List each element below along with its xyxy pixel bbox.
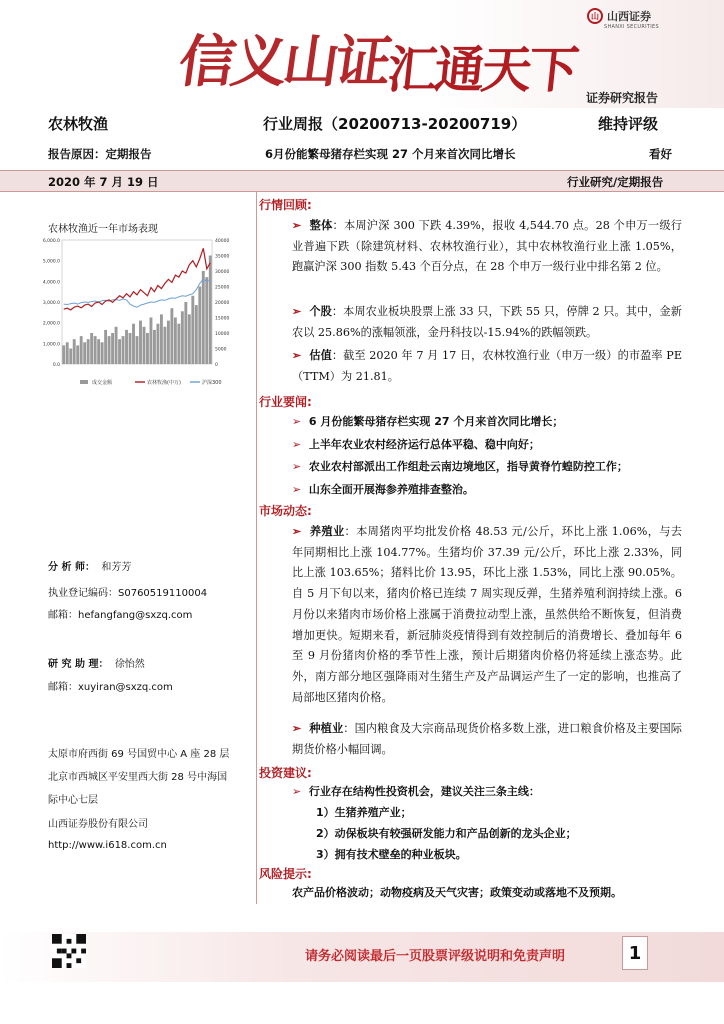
right-tick-label: 15000: [215, 316, 230, 322]
news-item: ➢ 6 月份能繁母猪存栏实现 27 个月来首次同比增长；: [292, 415, 564, 428]
report-reason: 报告原因：定期报告: [48, 147, 152, 161]
volume-bar: [104, 330, 107, 364]
page-number: 1: [622, 936, 648, 970]
volume-bar: [174, 318, 177, 365]
review-valuation: [292, 345, 682, 387]
left-tick-label: 3,000.0: [42, 301, 60, 306]
analyst-email: 邮箱：hefangfang@sxzq.com: [48, 610, 193, 621]
right-tick-label: 0: [215, 363, 218, 368]
analyst-name: 和芳芳: [101, 562, 132, 573]
left-tick-label: 0.0: [52, 363, 60, 368]
company-logo: [587, 8, 651, 24]
legend-label: 农林牧渔(中万): [147, 380, 181, 386]
volume-bar: [115, 327, 118, 364]
report-category: 行业研究/定期报告: [567, 175, 664, 189]
section-review-heading: 行情回顾:: [259, 198, 312, 212]
left-tick-label: 2,000.0: [42, 321, 60, 327]
volume-bar: [132, 324, 135, 364]
market-planting-text: ：国内粮食及大宗商品现货价格多数上涨，进口粮食价格及主要国际期货价格小幅回调。: [292, 722, 682, 756]
section-market-heading: 市场动态:: [259, 504, 312, 518]
section-news-heading: 行业要闻:: [259, 395, 312, 409]
volume-bar: [188, 314, 191, 364]
assistant-row: [48, 655, 145, 670]
bullet-arrow-icon: ➢: [292, 721, 310, 735]
left-tick-label: 5,000.0: [42, 259, 60, 265]
market-planting: [292, 718, 682, 760]
bullet-arrow-icon: ➢: [292, 348, 310, 362]
review-stock-label: 个股: [309, 304, 332, 318]
rating-view: 看好: [649, 147, 672, 161]
analyst-row: [48, 558, 131, 573]
bullet-arrow-icon: ➢: [292, 304, 310, 318]
volume-bar: [163, 327, 166, 364]
company-website[interactable]: http://www.i618.com.cn: [48, 840, 167, 851]
volume-bar: [198, 287, 201, 365]
volume-bar: [146, 333, 149, 364]
volume-bar: [181, 311, 184, 364]
address-line3: 际中心七层: [48, 795, 98, 806]
volume-bar: [202, 271, 205, 364]
market-breeding-label: 养殖业: [309, 524, 345, 538]
assistant-label: 研 究 助 理：: [48, 659, 109, 670]
volume-bar: [205, 277, 208, 364]
report-title: 行业周报（20200713-20200719）: [263, 115, 527, 133]
review-valuation-label: 估值: [309, 348, 332, 362]
right-tick-label: 30000: [215, 270, 230, 275]
volume-bar: [191, 296, 194, 364]
volume-bar: [90, 333, 93, 364]
volume-bar: [73, 339, 76, 364]
volume-bar: [94, 336, 97, 364]
market-breeding-text: ：本周猪肉平均批发价格 48.53 元/公斤，环比上涨 1.06%，与去年同期相比上涨 104.77%。生猪均价 37.39 元/公斤，环比上涨 2.33%，同比上涨 103.65%；猪料比价 13.95，环比上涨 1.53%，同比上涨 90.05%。自 5 月下旬以来，猪肉价格已连续 7 周实现反弹，生猪养殖利润持续上涨。6 月份以来猪肉市场价格上涨属于消费拉动型上涨，虽然供给不断恢复，但消费增加更快。短期来看，新冠肺炎疫情得到有效控制后的消费增长、叠加每年 6 至 9 月份猪肉价格的季节性上涨，预计后期猪肉价格仍将延续上涨态势。此外，南方部分地区强降雨对生猪生产及产品调运产生了一定的影响，也推高了局部地区猪肉价格。: [292, 525, 682, 704]
left-tick-label: 6,000.0: [42, 239, 60, 244]
volume-bar: [87, 339, 90, 364]
chart-title: 农林牧渔近一年市场表现: [48, 224, 158, 235]
volume-bar: [111, 333, 114, 364]
rating-label: 维持评级: [598, 115, 659, 133]
section-risk-heading: 风险提示:: [259, 867, 312, 881]
news-item: ➢ 上半年农业农村经济运行总体平稳、稳中向好；: [292, 437, 540, 451]
volume-bar: [125, 330, 128, 364]
report-date: 2020 年 7 月 19 日: [48, 175, 159, 189]
right-tick-label: 20000: [215, 301, 230, 306]
volume-bar: [108, 336, 111, 364]
qr-code-icon: [52, 934, 86, 968]
volume-bar: [156, 324, 159, 364]
analyst-label: 分 析 师：: [48, 562, 95, 573]
advice-list: [292, 781, 687, 865]
legend-label: 成交金额: [92, 380, 113, 386]
left-tick-label: 4,000.0: [42, 280, 60, 286]
report-type: 证券研究报告: [586, 91, 659, 105]
volume-bar: [153, 330, 156, 364]
sector-name: 农林牧渔: [48, 115, 109, 133]
volume-bar: [129, 333, 132, 364]
right-tick-label: 40000: [215, 239, 230, 244]
company-name: 山西证券股份有限公司: [48, 819, 148, 830]
address-line1: 太原市府西街 69 号国贸中心 A 座 28 层: [48, 749, 230, 760]
news-item: ➢ 农业农村部派出工作组赴云南边境地区，指导黄脊竹蝗防控工作；: [292, 460, 628, 473]
volume-bar: [101, 342, 104, 364]
right-tick-label: 35000: [215, 254, 230, 260]
market-planting-label: 种植业: [309, 721, 344, 735]
volume-bar: [76, 345, 79, 364]
market-breeding: [292, 521, 682, 708]
volume-bar: [62, 345, 65, 364]
volume-bar: [80, 336, 83, 364]
volume-bar: [177, 324, 180, 364]
slogan-part2: 汇通天下: [384, 40, 579, 99]
advice-item: 2）动保板块有较强研发能力和产品创新的龙头企业；: [316, 827, 577, 840]
legend-swatch: [80, 380, 88, 384]
volume-bar: [170, 308, 173, 364]
bullet-arrow-icon: ➢: [292, 218, 310, 232]
review-stock: [292, 301, 682, 343]
bullet-arrow-icon: ➢: [292, 524, 310, 538]
volume-bar: [150, 318, 153, 365]
section-advice-heading: 投资建议:: [259, 766, 312, 780]
brand-name-en: SHANXI SECURITIES: [604, 24, 659, 30]
volume-bar: [122, 336, 125, 364]
volume-bar: [66, 342, 69, 364]
logo-mark-icon: 山: [587, 8, 603, 24]
footer-notice: 请务必阅读最后一页股票评级说明和免责声明: [305, 949, 566, 964]
column-divider: [256, 192, 257, 904]
volume-bar: [139, 321, 142, 364]
advice-item: 1）生猪养殖产业；: [316, 806, 412, 819]
assistant-name: 徐怡然: [114, 659, 145, 670]
volume-bar: [167, 321, 170, 364]
slogan-part1: 信义山证: [174, 29, 393, 95]
assistant-email: 邮箱：xuyiran@sxzq.com: [48, 682, 173, 693]
bullet-arrow-icon: ➢: [292, 415, 309, 428]
left-tick-label: 1,000.0: [42, 342, 60, 348]
brand-name: 山西证券: [607, 10, 651, 23]
news-list: [292, 411, 687, 501]
bullet-arrow-icon: ➢: [292, 482, 309, 496]
advice-item: 3）拥有技术壁垒的种业板块。: [316, 848, 467, 861]
bullet-arrow-icon: ➢: [292, 785, 309, 798]
volume-bar: [195, 305, 198, 364]
right-tick-label: 5000: [215, 347, 227, 353]
analyst-cert: 执业登记编码：S0760519110004: [48, 588, 208, 599]
volume-bar: [69, 349, 72, 365]
volume-bar: [143, 327, 146, 364]
volume-bar: [209, 256, 212, 365]
bullet-arrow-icon: ➢: [292, 437, 309, 451]
review-overall-label: 整体: [309, 218, 333, 232]
review-overall-text: ：本周沪深 300 下跌 4.39%，报收 4,544.70 点。28 个申万一级行业普遍下跌（除建筑材料、农林牧渔行业），其中农林牧渔行业上涨 1.05%，跑赢沪深 300 指数 5.43 个百分点，在 28 个申万一级行业中排名第 2 位。: [292, 219, 682, 274]
right-tick-label: 10000: [215, 332, 230, 337]
review-stock-text: ：本周农业板块股票上涨 33 只，下跌 55 只，停牌 2 只。其中，金新农以 25.86%的涨幅领涨，金丹科技以-15.94%的跌幅领跌。: [292, 305, 682, 339]
market-chart: [40, 234, 250, 394]
report-subtitle: 6月份能繁母猪存栏实现 27 个月来首次同比增长: [265, 147, 516, 161]
volume-bar: [83, 342, 86, 364]
review-valuation-text: ：截至 2020 年 7 月 17 日，农林牧渔行业（申万一级）的市盈率 PE（TTM）为 21.81。: [292, 349, 682, 383]
risk-text: 农产品价格波动；动物疫病及天气灾害；政策变动或落地不及预期。: [292, 886, 622, 899]
legend-label: 沪深300: [202, 380, 222, 386]
volume-bar: [136, 336, 139, 364]
review-overall: [292, 215, 682, 278]
news-item: ➢ 山东全面开展海参养殖排查整治。: [292, 482, 474, 496]
volume-bar: [118, 339, 121, 364]
volume-bar: [184, 302, 187, 364]
bullet-arrow-icon: ➢: [292, 460, 309, 473]
address-line2: 北京市西城区平安里西大街 28 号中海国: [48, 772, 228, 783]
volume-bar: [97, 339, 100, 364]
right-tick-label: 25000: [215, 285, 230, 291]
volume-bar: [160, 314, 163, 364]
advice-main: ➢ 行业存在结构性投资机会，建议关注三条主线：: [292, 785, 540, 798]
